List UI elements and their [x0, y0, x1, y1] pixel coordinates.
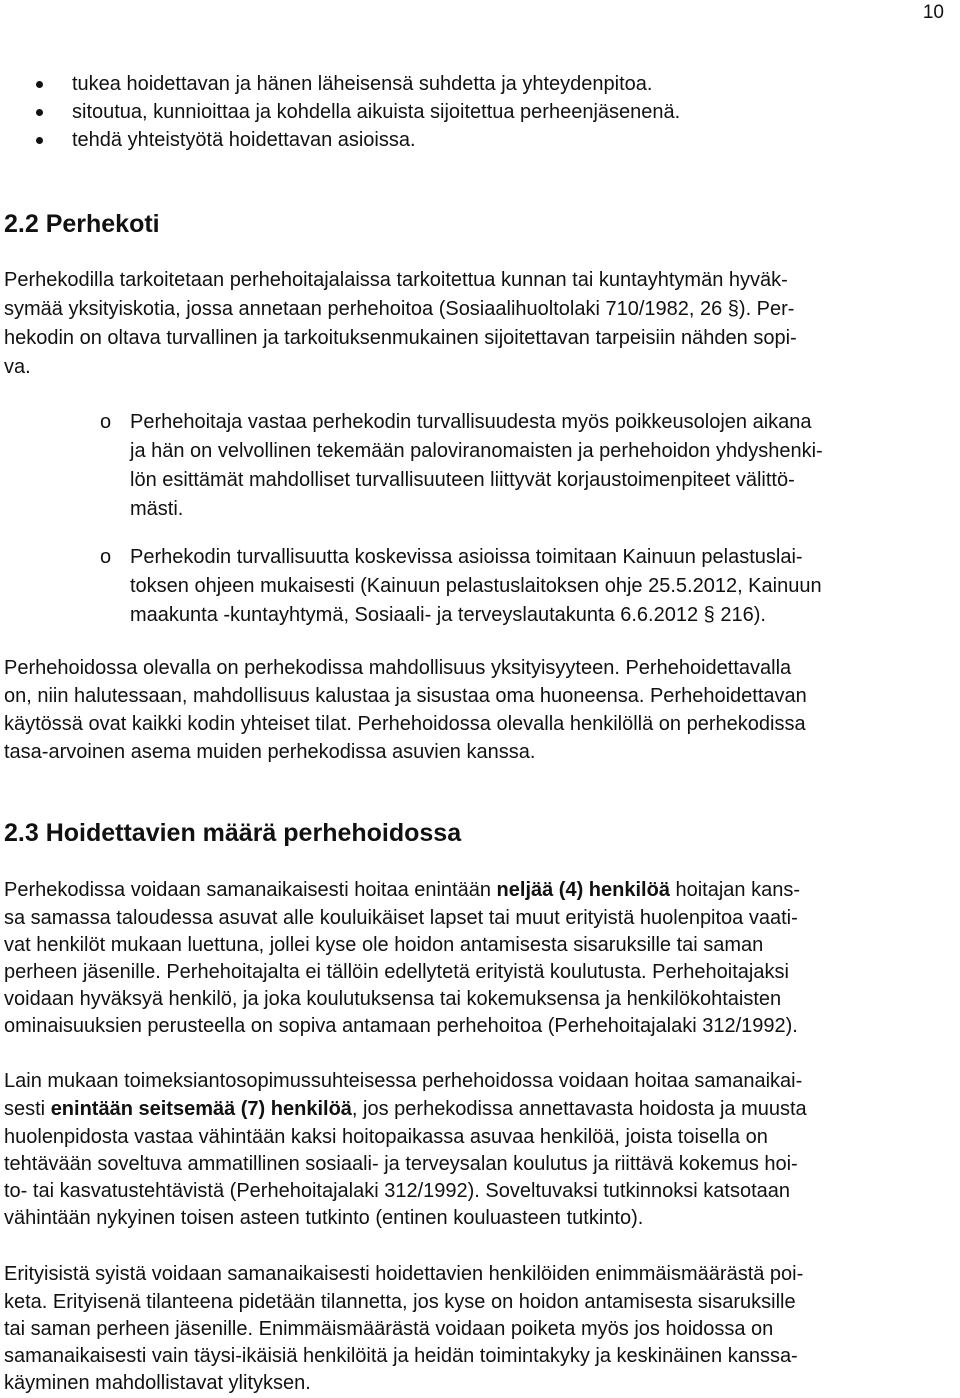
bullet-icon — [36, 109, 43, 116]
text-line: to- tai kasvatustehtävistä (Perhehoitajalaki 312/1992). Soveltuvaksi tutkinnoksi katsotaan — [4, 1180, 790, 1202]
text-line: käyminen mahdollistavat ylityksen. — [4, 1372, 311, 1394]
text-line: tehtävään soveltuva ammatillinen sosiaali- ja terveysalan koulutus ja riittävä kokemus hoi- — [4, 1153, 798, 1175]
emphasis-text: enintään seitsemää (7) henkilöä — [50, 1098, 352, 1120]
page-number: 10 — [922, 2, 944, 23]
text-line: ja hän on velvollinen tekemään paloviranomaisten ja perhehoidon yhdyshenki- — [130, 440, 823, 462]
text-line: Lain mukaan toimeksiantosopimussuhteisessa perhehoidossa voidaan hoitaa samanaikai- — [4, 1070, 803, 1092]
text-line: keta. Erityisenä tilanteena pidetään tilannetta, jos kyse on hoidon antamisesta sisaruksille — [4, 1291, 796, 1313]
circle-bullet-icon: o — [100, 546, 112, 568]
circle-bullet-icon: o — [100, 411, 112, 433]
text-line: Perhehoidossa olevalla on perhekodissa mahdollisuus yksityisyyteen. Perhehoidettavalla — [4, 657, 792, 679]
text-line: hekodin on oltava turvallinen ja tarkoituksenmukainen sijoitettavan tarpeisiin nähden sopi- — [4, 327, 797, 349]
text-line: mästi. — [130, 498, 184, 520]
text-line: maakunta -kuntayhtymä, Sosiaali- ja terveyslautakunta 6.6.2012 § 216). — [130, 604, 766, 626]
text-line: perheen jäsenille. Perhehoitajalta ei tällöin edellytetä erityistä koulutusta. Perhehoitajaksi — [4, 961, 789, 983]
emphasis-text: neljää (4) henkilöä — [496, 879, 670, 901]
text-line: Perhekodin turvallisuutta koskevissa asioissa toimitaan Kainuun pelastuslai- — [130, 546, 803, 568]
text-line: sa samassa taloudessa asuvat alle kouluikäiset lapset tai muut erityistä huolenpitoa vaati- — [4, 907, 798, 929]
bullet-item: tehdä yhteistyötä hoidettavan asioissa. — [72, 129, 416, 151]
text-run: Perhekodissa voidaan samanaikaisesti hoitaa enintään — [4, 879, 497, 901]
section-heading: 2.3 Hoidettavien määrä perhehoidossa — [4, 819, 462, 847]
text-line: toksen ohjeen mukaisesti (Kainuun pelastuslaitoksen ohje 25.5.2012, Kainuun — [130, 575, 822, 597]
text-line: vähintään nykyinen toisen asteen tutkinto (entinen kouluasteen tutkinto). — [4, 1207, 644, 1229]
text-line: Perhekodilla tarkoitetaan perhehoitajalaissa tarkoitettua kunnan tai kuntayhtymän hyväk- — [4, 269, 788, 291]
text-line: voidaan hyväksyä henkilö, ja joka koulutuksensa tai kokemuksensa ja henkilökohtaisten — [4, 988, 782, 1010]
section-heading: 2.2 Perhekoti — [4, 210, 160, 238]
bullet-item: tukea hoidettavan ja hänen läheisensä suhdetta ja yhteydenpitoa. — [72, 73, 653, 95]
bullet-item: sitoutua, kunnioittaa ja kohdella aikuista sijoitettua perheenjäsenenä. — [72, 101, 681, 123]
text-run: hoitajan kans- — [669, 879, 801, 901]
bullet-icon — [36, 137, 43, 144]
text-line — [4, 877, 800, 904]
bullet-icon — [36, 81, 43, 88]
text-run: sesti — [4, 1098, 51, 1120]
text-line: on, niin halutessaan, mahdollisuus kalustaa ja sisustaa oma huoneensa. Perhehoidettavan — [4, 685, 807, 707]
text-run: , jos perhekodissa annettavasta hoidosta ja muusta — [351, 1098, 807, 1120]
text-line: huolenpidosta vastaa vähintään kaksi hoitopaikassa asuvaa henkilöä, joista toisella on — [4, 1126, 768, 1148]
text-line: lön esittämät mahdolliset turvallisuuteen liittyvät korjaustoimenpiteet välittö- — [130, 469, 795, 491]
text-line: tai saman perheen jäsenille. Enimmäismäärästä voidaan poiketa myös jos hoidossa on — [4, 1318, 774, 1340]
text-line — [4, 1096, 807, 1123]
text-line: käytössä ovat kaikki kodin yhteiset tilat. Perhehoidossa olevalla henkilöllä on perhekodissa — [4, 713, 806, 735]
text-line: ominaisuuksien perusteella on sopiva antamaan perhehoitoa (Perhehoitajalaki 312/1992). — [4, 1015, 798, 1037]
text-line: vat henkilöt mukaan luettuna, jollei kyse ole hoidon antamisesta sisaruksille tai saman — [4, 934, 764, 956]
text-line: Erityisistä syistä voidaan samanaikaisesti hoidettavien henkilöiden enimmäismäärästä poi- — [4, 1263, 804, 1285]
text-line: Perhehoitaja vastaa perhekodin turvallisuudesta myös poikkeusolojen aikana — [130, 411, 812, 433]
text-line: symää yksityiskotia, jossa annetaan perhehoitoa (Sosiaalihuoltolaki 710/1982, 26 §). Per- — [4, 298, 795, 320]
text-line: samanaikaisesti vain täysi-ikäisiä henkilöitä ja heidän toimintakyky ja keskinäinen kanssa- — [4, 1345, 798, 1367]
text-line: tasa-arvoinen asema muiden perhekodissa asuvien kanssa. — [4, 741, 536, 763]
text-line: va. — [4, 356, 31, 378]
